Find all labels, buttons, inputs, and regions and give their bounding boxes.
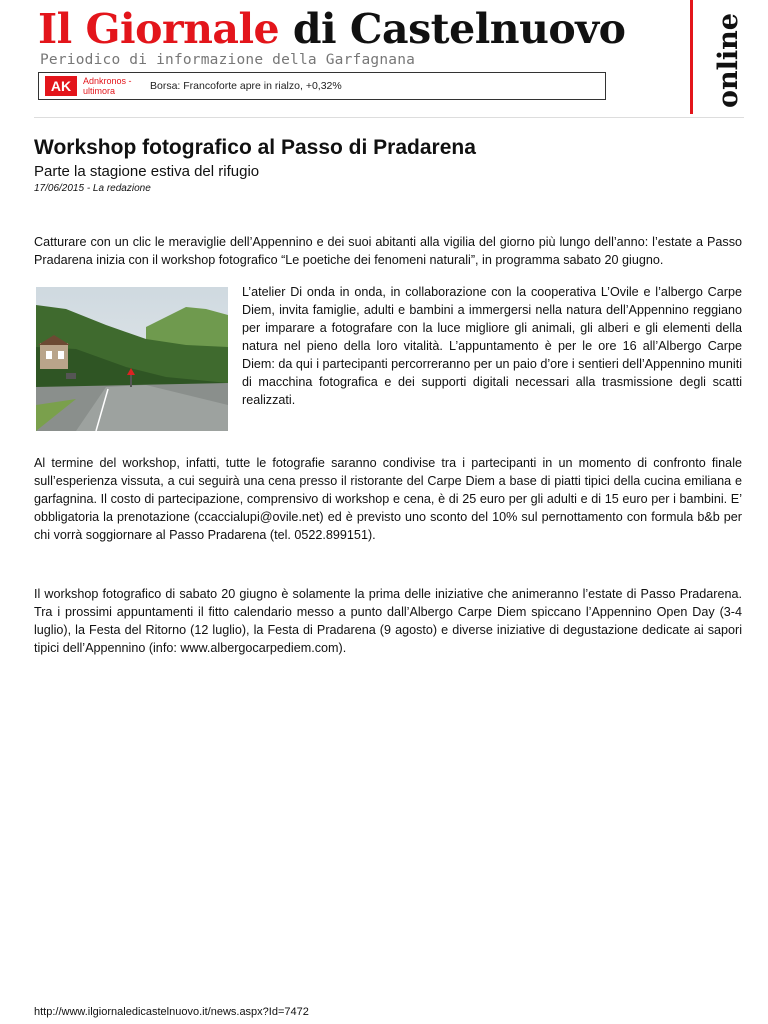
newspaper-subtitle: Periodico di informazione della Garfagnana [40, 52, 416, 68]
article-photo [36, 287, 228, 431]
ticker-source [83, 76, 132, 96]
article-paragraph-1: Catturare con un clic le meraviglie dell’Appennino e dei suoi abitanti alla vigilia del giorno più lungo dell’anno: l’estate a Passo Pradarena inizia con il workshop fotografico “Le poetiche dei fenomeni naturali”, in programma sabato 20 giugno. [34, 235, 742, 267]
page-url-footer[interactable]: http://www.ilgiornaledicastelnuovo.it/news.aspx?Id=7472 [34, 1006, 309, 1018]
logo-part-black: di Castelnuovo [279, 5, 626, 53]
adnkronos-logo-icon: AK [45, 76, 77, 96]
logo-part-red: Il Giornale [38, 5, 280, 53]
article-paragraph-4: Il workshop fotografico di sabato 20 giugno è solamente la prima delle iniziative che animeranno l’estate di Passo Pradarena. Tra i prossimi appuntamenti il fitto calendario messo a punto dall’Albergo Carpe Diem spiccano l’Appennino Open Day (3-4 luglio), la Festa del Ritorno (12 luglio), la Festa di Pradarena (9 agosto) e diverse iniziative di degustazione dedicate ai sapori tipici dell’Appennino (info: www.albergocarpediem.com). [34, 587, 742, 655]
header-divider [34, 117, 744, 118]
online-label: online [713, 13, 744, 108]
news-ticker[interactable] [38, 72, 606, 100]
ticker-headline[interactable]: Borsa: Francoforte apre in rialzo, +0,32% [150, 80, 342, 92]
article-lead: Parte la stagione estiva del rifugio [34, 163, 260, 180]
ticker-source-line1: Adnkronos - [83, 76, 132, 86]
newspaper-logo[interactable] [38, 4, 625, 54]
article-paragraph-3: Al termine del workshop, infatti, tutte le fotografie saranno condivise tra i partecipanti in un momento di confronto finale sull’esperienza vissuta, a cui seguirà una cena presso il ristorante del Carpe Diem a base di piatti tipici della cucina emiliana e garfagnina. Il costo di partecipazione, comprensivo di workshop e cena, è di 25 euro per gli adulti e di 15 euro per i bambini. E’ obbligatoria la prenotazione (ccaccialupi@ovile.net) ed è previsto uno sconto del 10% sul pernottamento con formula b&b per chi vorrà soggiornare al Passo Pradarena (tel. 0522.899151). [34, 456, 742, 542]
ticker-source-line2: ultimora [83, 86, 116, 96]
mountain-road-photo [36, 287, 228, 431]
online-divider [690, 0, 693, 114]
article-title: Workshop fotografico al Passo di Pradarena [34, 136, 476, 159]
article-byline: 17/06/2015 - La redazione [34, 183, 151, 194]
article-paragraph-2: L’atelier Di onda in onda, in collaborazione con la cooperativa L’Ovile e l’albergo Carpe Diem, invita famiglie, adulti e bambini a immergersi nella natura dell’Appennino reggiano per imparare a fotografare con la luce migliore gli animali, gli alberi e gli elementi della natura nel pieno della loro vitalità. L’appuntamento è per le ore 16 all’Albergo Carpe Diem: da qui i partecipanti percorreranno per un paio d’ore i sentieri dell’Appennino muniti di macchina fotografica e dei supporti digitali necessari alla trasmissione degli scatti realizzati. [242, 285, 742, 407]
masthead [0, 0, 768, 118]
